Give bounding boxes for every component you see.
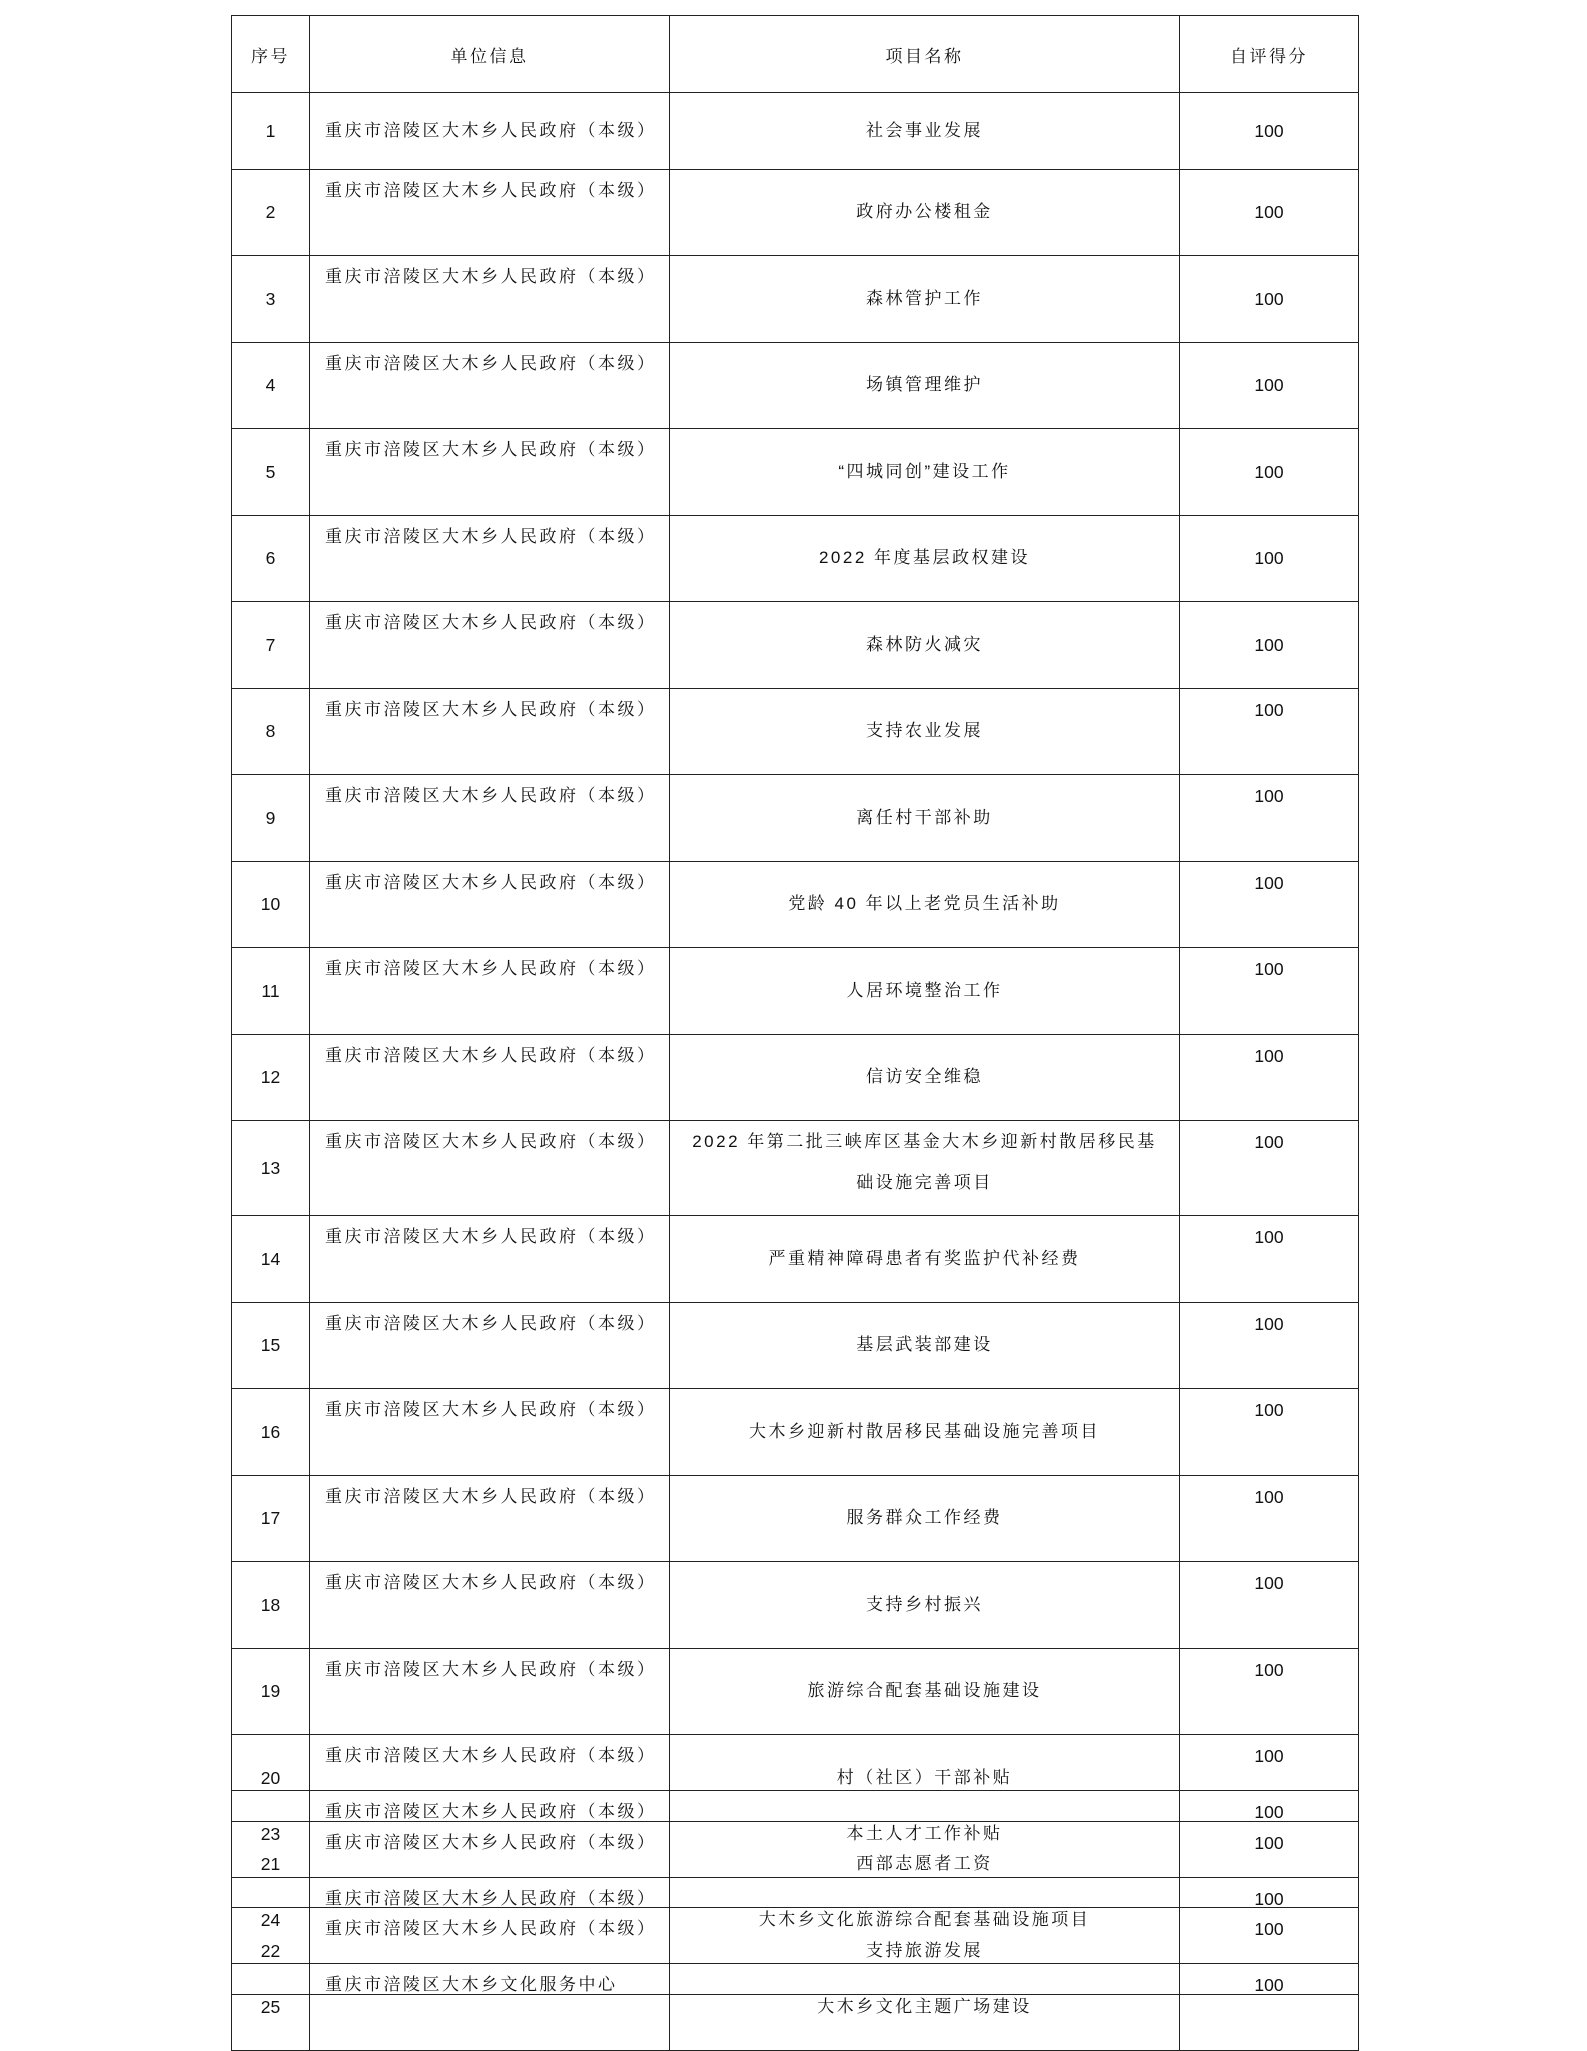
row-number: 19 [232, 1648, 310, 1735]
table-row [232, 602, 1359, 689]
self-evaluation-score: 100 [1180, 1475, 1359, 1562]
row-number: 12 [232, 1034, 310, 1121]
row-number: 16 [232, 1389, 310, 1476]
row-number: 7 [232, 602, 310, 689]
project-name: 2022 年度基层政权建设 [670, 515, 1180, 602]
unit-info: 重庆市涪陵区大木乡人民政府（本级） [310, 1735, 670, 1822]
table-row [232, 1791, 1359, 1878]
row-number: 9 [232, 775, 310, 862]
unit-info: 重庆市涪陵区大木乡人民政府（本级） [310, 1821, 670, 1908]
unit-info: 重庆市涪陵区大木乡人民政府（本级） [310, 688, 670, 775]
self-evaluation-score: 100 [1180, 1648, 1359, 1735]
unit-info: 重庆市涪陵区大木乡人民政府（本级） [310, 93, 670, 170]
project-name: 2022 年第二批三峡库区基金大木乡迎新村散居移民基础设施完善项目 [692, 1132, 1157, 1192]
row-number: 14 [232, 1216, 310, 1303]
project-name: 支持旅游发展 [670, 1908, 1180, 1995]
row-number: 23 [232, 1791, 310, 1878]
evaluation-table-continued [231, 1790, 1359, 2051]
table-row [232, 1475, 1359, 1562]
unit-info: 重庆市涪陵区大木乡人民政府（本级） [310, 256, 670, 343]
header-row [232, 16, 1359, 93]
self-evaluation-score: 100 [1180, 861, 1359, 948]
self-evaluation-score: 100 [1180, 1735, 1359, 1822]
self-evaluation-score: 100 [1180, 342, 1359, 429]
self-evaluation-score: 100 [1180, 169, 1359, 256]
row-number: 5 [232, 429, 310, 516]
table-row [232, 1562, 1359, 1649]
table-row [232, 429, 1359, 516]
project-name: 政府办公楼租金 [670, 169, 1180, 256]
row-number: 8 [232, 688, 310, 775]
unit-info: 重庆市涪陵区大木乡人民政府（本级） [310, 861, 670, 948]
self-evaluation-score: 100 [1180, 515, 1359, 602]
self-evaluation-score: 100 [1180, 1121, 1359, 1216]
table-row [232, 1964, 1359, 2051]
table-row [232, 1216, 1359, 1303]
self-evaluation-score: 100 [1180, 1562, 1359, 1649]
self-evaluation-score: 100 [1180, 1791, 1359, 1878]
row-number: 17 [232, 1475, 310, 1562]
table-row [232, 948, 1359, 1035]
self-evaluation-score: 100 [1180, 256, 1359, 343]
unit-info: 重庆市涪陵区大木乡人民政府（本级） [310, 775, 670, 862]
unit-info: 重庆市涪陵区大木乡人民政府（本级） [310, 1121, 670, 1216]
table-row [232, 93, 1359, 170]
row-number: 18 [232, 1562, 310, 1649]
project-name: 场镇管理维护 [670, 342, 1180, 429]
row-number: 2 [232, 169, 310, 256]
table-row [232, 861, 1359, 948]
unit-info: 重庆市涪陵区大木乡人民政府（本级） [310, 1034, 670, 1121]
project-name: 社会事业发展 [670, 93, 1180, 170]
self-evaluation-score: 100 [1180, 1877, 1359, 1964]
row-number: 21 [232, 1821, 310, 1908]
table-row [232, 1877, 1359, 1964]
project-name: 服务群众工作经费 [670, 1475, 1180, 1562]
table-row [232, 1389, 1359, 1476]
unit-info: 重庆市涪陵区大木乡人民政府（本级） [310, 1216, 670, 1303]
header-project: 项目名称 [670, 16, 1180, 93]
row-number: 10 [232, 861, 310, 948]
table-row [232, 256, 1359, 343]
self-evaluation-score: 100 [1180, 1821, 1359, 1908]
project-name: 党龄 40 年以上老党员生活补助 [670, 861, 1180, 948]
table-row [232, 1121, 1359, 1216]
self-evaluation-score: 100 [1180, 93, 1359, 170]
project-name: 大木乡文化主题广场建设 [670, 1964, 1180, 2051]
table-row [232, 1302, 1359, 1389]
project-name: 支持乡村振兴 [670, 1562, 1180, 1649]
table-row [232, 1034, 1359, 1121]
unit-info: 重庆市涪陵区大木乡文化服务中心 [310, 1964, 670, 2051]
project-name-cell [670, 1121, 1180, 1216]
self-evaluation-score: 100 [1180, 1216, 1359, 1303]
project-name: 森林管护工作 [670, 256, 1180, 343]
project-name: 本土人才工作补贴 [670, 1791, 1180, 1878]
project-name: 森林防火减灾 [670, 602, 1180, 689]
project-name: 大木乡文化旅游综合配套基础设施项目 [670, 1877, 1180, 1964]
table-row [232, 775, 1359, 862]
unit-info: 重庆市涪陵区大木乡人民政府（本级） [310, 1877, 670, 1964]
row-number: 11 [232, 948, 310, 1035]
unit-info: 重庆市涪陵区大木乡人民政府（本级） [310, 1908, 670, 1995]
project-name: 基层武装部建设 [670, 1302, 1180, 1389]
project-name: 信访安全维稳 [670, 1034, 1180, 1121]
self-evaluation-score: 100 [1180, 775, 1359, 862]
self-evaluation-score: 100 [1180, 602, 1359, 689]
project-name: 旅游综合配套基础设施建设 [670, 1648, 1180, 1735]
unit-info: 重庆市涪陵区大木乡人民政府（本级） [310, 948, 670, 1035]
self-evaluation-score: 100 [1180, 948, 1359, 1035]
header-seq: 序号 [232, 16, 310, 93]
self-evaluation-score: 100 [1180, 1964, 1359, 2051]
unit-info: 重庆市涪陵区大木乡人民政府（本级） [310, 602, 670, 689]
row-number: 25 [232, 1964, 310, 2051]
row-number: 24 [232, 1877, 310, 1964]
project-name: 支持农业发展 [670, 688, 1180, 775]
table-row [232, 169, 1359, 256]
self-evaluation-score: 100 [1180, 1908, 1359, 1995]
self-evaluation-score: 100 [1180, 1389, 1359, 1476]
unit-info: 重庆市涪陵区大木乡人民政府（本级） [310, 1389, 670, 1476]
unit-info: 重庆市涪陵区大木乡人民政府（本级） [310, 1791, 670, 1878]
header-unit: 单位信息 [310, 16, 670, 93]
self-evaluation-score: 100 [1180, 1034, 1359, 1121]
unit-info: 重庆市涪陵区大木乡人民政府（本级） [310, 1475, 670, 1562]
project-name: “四城同创”建设工作 [670, 429, 1180, 516]
row-number: 3 [232, 256, 310, 343]
header-score: 自评得分 [1180, 16, 1359, 93]
table-row [232, 342, 1359, 429]
unit-info: 重庆市涪陵区大木乡人民政府（本级） [310, 169, 670, 256]
self-evaluation-score: 100 [1180, 1302, 1359, 1389]
table-row [232, 515, 1359, 602]
project-name: 西部志愿者工资 [670, 1821, 1180, 1908]
self-evaluation-score: 100 [1180, 429, 1359, 516]
row-number: 6 [232, 515, 310, 602]
row-number: 22 [232, 1908, 310, 1995]
row-number: 20 [232, 1735, 310, 1822]
evaluation-table [231, 15, 1359, 1995]
row-number: 1 [232, 93, 310, 170]
table-row [232, 688, 1359, 775]
row-number: 13 [232, 1121, 310, 1216]
unit-info: 重庆市涪陵区大木乡人民政府（本级） [310, 342, 670, 429]
project-name: 大木乡迎新村散居移民基础设施完善项目 [670, 1389, 1180, 1476]
table-row [232, 1648, 1359, 1735]
project-name: 人居环境整治工作 [670, 948, 1180, 1035]
project-name: 村（社区）干部补贴 [670, 1735, 1180, 1822]
unit-info: 重庆市涪陵区大木乡人民政府（本级） [310, 1648, 670, 1735]
unit-info: 重庆市涪陵区大木乡人民政府（本级） [310, 1302, 670, 1389]
project-name: 离任村干部补助 [670, 775, 1180, 862]
unit-info: 重庆市涪陵区大木乡人民政府（本级） [310, 1562, 670, 1649]
unit-info: 重庆市涪陵区大木乡人民政府（本级） [310, 429, 670, 516]
project-name: 严重精神障碍患者有奖监护代补经费 [670, 1216, 1180, 1303]
row-number: 4 [232, 342, 310, 429]
row-number: 15 [232, 1302, 310, 1389]
unit-info: 重庆市涪陵区大木乡人民政府（本级） [310, 515, 670, 602]
self-evaluation-score: 100 [1180, 688, 1359, 775]
